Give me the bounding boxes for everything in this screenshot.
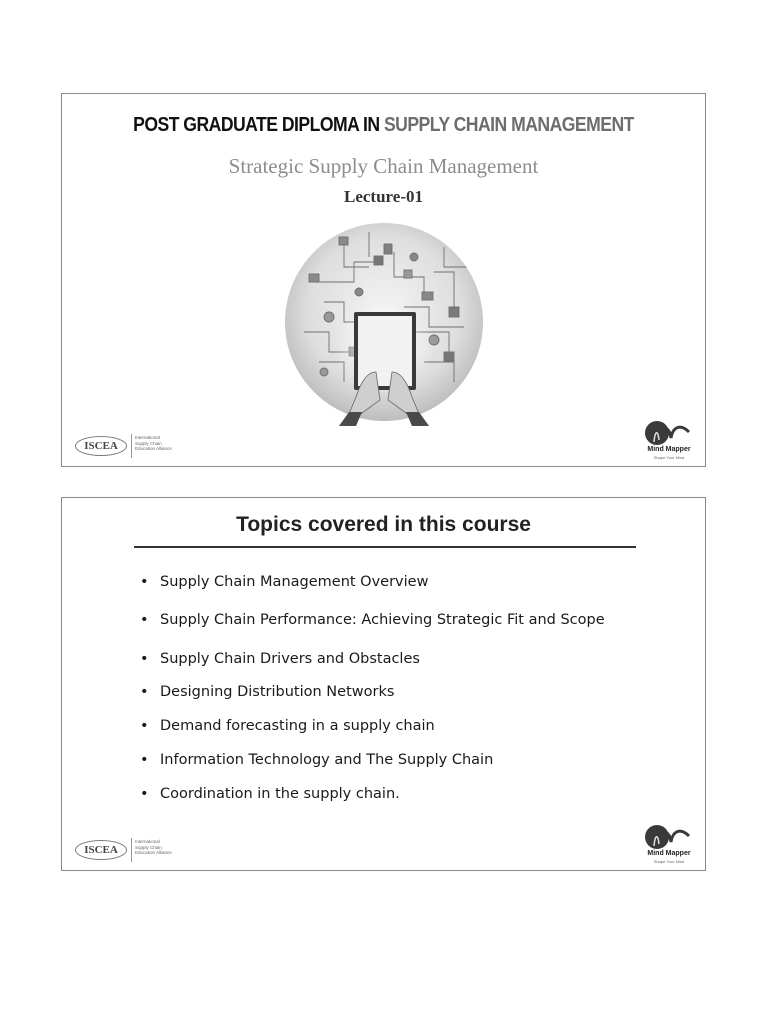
iscea-logo — [75, 836, 185, 864]
topic-text: Designing Distribution Networks — [160, 684, 395, 700]
list-item — [140, 574, 428, 590]
iscea-logo-mark: ISCEA — [75, 436, 127, 456]
iscea-logo-line: International — [135, 435, 160, 440]
topics-heading: Topics covered in this course — [236, 513, 531, 536]
supply-chain-globe-image — [284, 222, 484, 426]
program-title — [101, 114, 667, 137]
topic-text: Information Technology and The Supply Chain — [160, 752, 494, 768]
iscea-logo-text — [135, 435, 172, 452]
topics-slide — [61, 497, 706, 871]
bullet: • — [140, 786, 149, 802]
iscea-logo-mark: ISCEA — [75, 840, 127, 860]
iscea-logo-text — [135, 839, 172, 856]
topic-text: Coordination in the supply chain. — [160, 786, 400, 802]
program-title-dark: POST GRADUATE DIPLOMA IN — [133, 114, 380, 136]
bullet: • — [140, 651, 149, 667]
course-subtitle: Strategic Supply Chain Management — [228, 154, 539, 178]
mind-mapper-tagline: Shape Your Mind — [653, 455, 685, 460]
list-item — [140, 612, 605, 628]
iscea-logo-line: Education Alliance — [135, 446, 172, 451]
bullet: • — [140, 612, 149, 628]
topic-text: Demand forecasting in a supply chain — [160, 718, 435, 734]
list-item — [140, 752, 493, 768]
topic-text: Supply Chain Performance: Achieving Strategic Fit and Scope — [160, 612, 605, 628]
mind-mapper-logo — [643, 418, 695, 462]
mind-mapper-logo — [643, 822, 695, 866]
iscea-logo — [75, 432, 185, 460]
mind-mapper-m-icon — [643, 822, 695, 852]
list-item — [140, 718, 435, 734]
lecture-number: Lecture-01 — [344, 187, 423, 206]
list-item — [140, 651, 420, 667]
iscea-logo-line: Supply Chain — [135, 844, 162, 850]
bullet: • — [140, 752, 149, 768]
iscea-logo-divider — [131, 434, 132, 458]
program-title-light: SUPPLY CHAIN MANAGEMENT — [383, 114, 634, 136]
topic-text: Supply Chain Management Overview — [160, 574, 429, 590]
iscea-logo-divider — [131, 838, 132, 862]
iscea-logo-line: Education Alliance — [135, 850, 172, 855]
iscea-logo-line: Supply Chain — [135, 440, 162, 446]
mind-mapper-m-icon — [643, 418, 695, 448]
title-slide — [61, 93, 706, 467]
bullet: • — [140, 684, 149, 700]
topic-text: Supply Chain Drivers and Obstacles — [160, 651, 420, 667]
mind-mapper-tagline: Shape Your Mind — [653, 859, 685, 864]
bullet: • — [140, 574, 149, 590]
list-item — [140, 786, 400, 802]
iscea-logo-line: International — [135, 839, 160, 844]
mind-mapper-name: Mind Mapper — [647, 850, 691, 857]
list-item — [140, 684, 394, 700]
bullet: • — [140, 718, 149, 734]
heading-underline — [134, 546, 636, 548]
mind-mapper-name: Mind Mapper — [647, 446, 691, 453]
